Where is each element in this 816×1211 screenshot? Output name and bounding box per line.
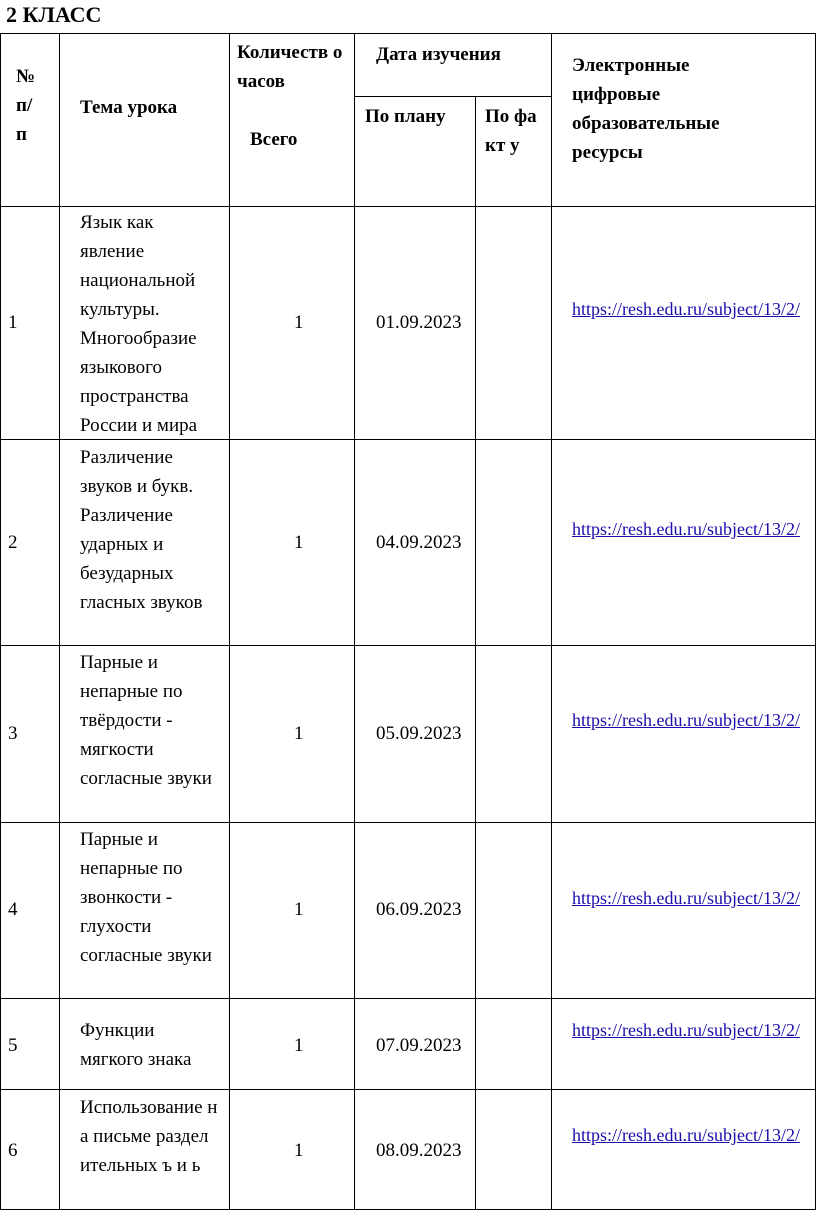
row-hours: 1 [294, 532, 304, 553]
col-line-2 [229, 33, 230, 1210]
row-date-plan: 06.09.2023 [376, 899, 462, 920]
row-line-2 [0, 645, 816, 646]
row-hours: 1 [294, 1035, 304, 1056]
table-border-bottom [0, 1209, 816, 1210]
header-resources: Электронные цифровые образовательные ресурсы [572, 55, 720, 163]
header-split-line [354, 96, 551, 97]
row-topic: Парные и непарные по звонкости - глухости согласные звуки [80, 829, 212, 966]
col-line-1 [59, 33, 60, 1210]
resource-link[interactable]: https://resh.edu.ru/subject/13/2/ [572, 710, 800, 730]
resource-link[interactable]: https://resh.edu.ru/subject/13/2/ [572, 1125, 800, 1145]
header-hours-total: Всего [250, 129, 298, 150]
resource-link[interactable]: https://resh.edu.ru/subject/13/2/ [572, 1020, 800, 1040]
row-date-plan: 07.09.2023 [376, 1035, 462, 1056]
header-date-fact: По факт у [485, 106, 537, 156]
row-topic: Язык как явление национальной культуры. Многообразие языкового пространства России и мира [80, 212, 198, 436]
row-num: 5 [8, 1035, 18, 1056]
page-title: 2 КЛАСС [6, 2, 102, 27]
col-line-4 [475, 96, 476, 1210]
row-hours: 1 [294, 1140, 304, 1161]
resource-link[interactable]: https://resh.edu.ru/subject/13/2/ [572, 888, 800, 908]
row-topic: Парные и непарные по твёрдости - мягкости согласные звуки [80, 652, 212, 789]
header-num: № п/ п [16, 66, 36, 145]
header-date-plan: По плану [365, 106, 446, 127]
row-date-plan: 08.09.2023 [376, 1140, 462, 1161]
row-num: 3 [8, 723, 18, 744]
row-num: 4 [8, 899, 18, 920]
row-line-5 [0, 1089, 816, 1090]
col-line-5 [551, 33, 552, 1210]
row-hours: 1 [294, 723, 304, 744]
row-date-plan: 01.09.2023 [376, 312, 462, 333]
col-line-0 [0, 33, 1, 1210]
row-topic: Различение звуков и букв. Различение ударных и безударных гласных звуков [80, 447, 203, 613]
col-line-3 [354, 33, 355, 1210]
row-line-4 [0, 998, 816, 999]
row-topic: Использование на письме разделительных ъ и ь [80, 1097, 218, 1176]
resource-link[interactable]: https://resh.edu.ru/subject/13/2/ [572, 299, 800, 319]
header-hours-group: Количеств о часов [237, 42, 343, 92]
row-num: 2 [8, 532, 18, 553]
row-topic: Функции мягкого знака [80, 1020, 192, 1070]
row-date-plan: 04.09.2023 [376, 532, 462, 553]
row-date-plan: 05.09.2023 [376, 723, 462, 744]
row-num: 6 [8, 1140, 18, 1161]
row-hours: 1 [294, 899, 304, 920]
row-num: 1 [8, 312, 18, 333]
resource-link[interactable]: https://resh.edu.ru/subject/13/2/ [572, 519, 800, 539]
row-line-3 [0, 822, 816, 823]
header-topic: Тема урока [80, 97, 178, 118]
row-hours: 1 [294, 312, 304, 333]
table-border-top [0, 33, 816, 34]
header-bottom-line [0, 206, 816, 207]
header-date-group: Дата изучения [376, 44, 501, 65]
